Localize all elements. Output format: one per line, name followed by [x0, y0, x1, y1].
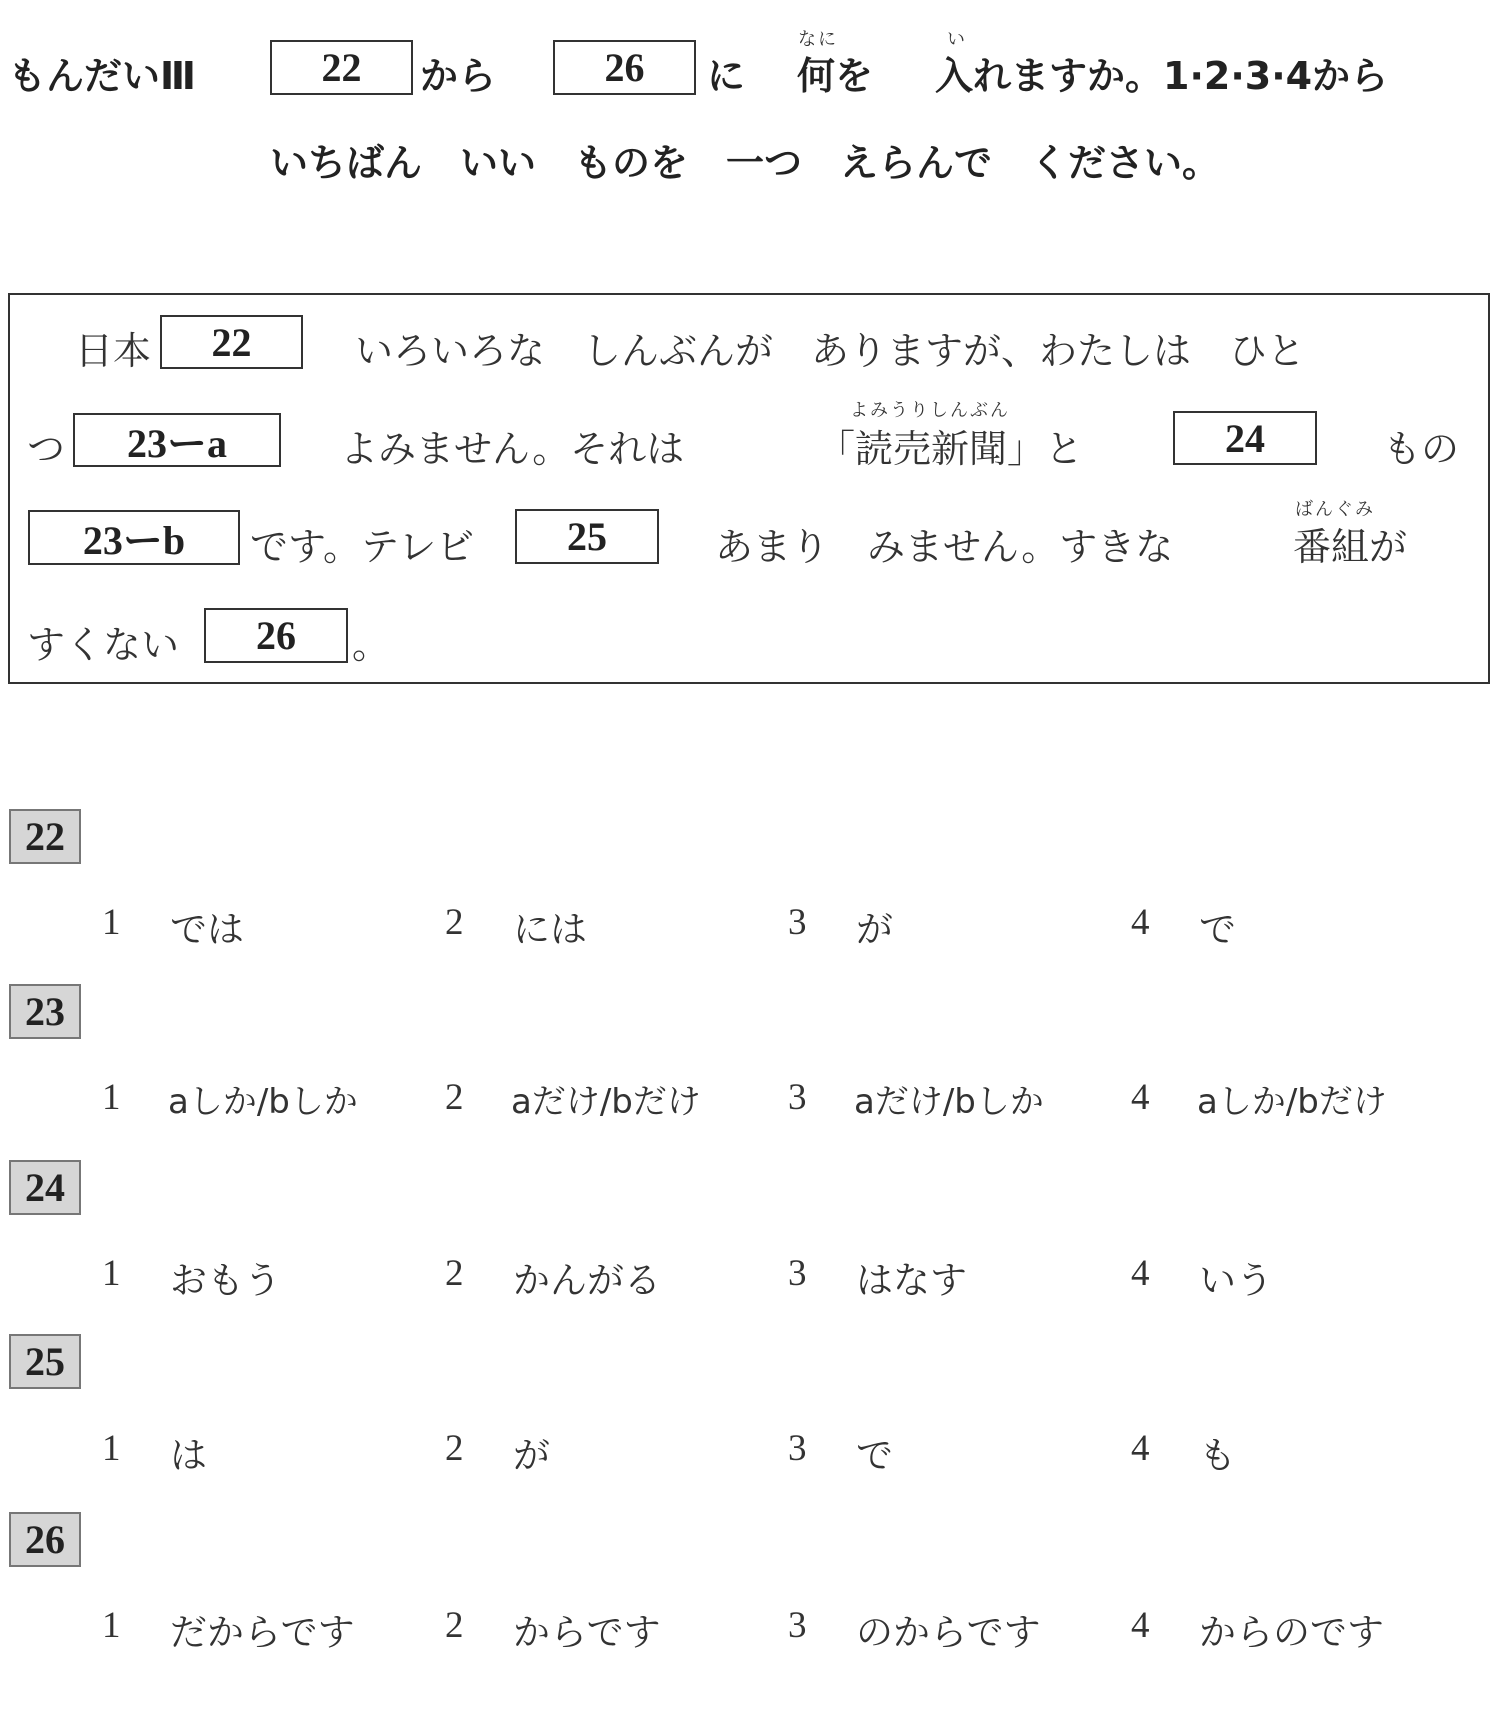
- question-label: 23: [9, 984, 81, 1039]
- option-number: 4: [1131, 1077, 1150, 1118]
- option-number: 2: [445, 1253, 464, 1294]
- instruction-ni: に: [707, 54, 746, 98]
- option-number: 3: [788, 1605, 807, 1646]
- option-text[interactable]: aだけ/bしか: [854, 1082, 1044, 1122]
- option-text[interactable]: からのです: [1199, 1611, 1384, 1654]
- passage-line3-c: 番組が: [1293, 525, 1408, 569]
- option-text[interactable]: aだけ/bだけ: [511, 1082, 701, 1122]
- furigana-nani: なに: [798, 29, 838, 50]
- option-number: 3: [788, 1428, 807, 1469]
- option-number: 4: [1131, 1428, 1150, 1469]
- option-text[interactable]: はなす: [856, 1259, 967, 1302]
- passage-line2-b: よみません。それは: [340, 427, 685, 471]
- question-label: 26: [9, 1512, 81, 1567]
- option-number: 3: [788, 1253, 807, 1294]
- blank-26: 26: [204, 608, 348, 663]
- instruction-blank-start: 22: [270, 40, 413, 95]
- option-text[interactable]: おもう: [170, 1259, 281, 1302]
- option-number: 1: [102, 1077, 121, 1118]
- option-number: 4: [1131, 1605, 1150, 1646]
- option-number: 4: [1131, 1253, 1150, 1294]
- option-text[interactable]: は: [170, 1434, 207, 1477]
- option-number: 4: [1131, 902, 1150, 943]
- option-number: 1: [102, 1253, 121, 1294]
- furigana-bangumi: ばんぐみ: [1295, 499, 1375, 520]
- option-number: 2: [445, 902, 464, 943]
- option-text[interactable]: も: [1199, 1434, 1236, 1477]
- option-number: 2: [445, 1605, 464, 1646]
- blank-24: 24: [1173, 411, 1317, 465]
- option-number: 2: [445, 1428, 464, 1469]
- blank-23b: 23ーb: [28, 510, 240, 565]
- furigana-yomiuri: よみうりしんぶん: [850, 400, 1010, 421]
- option-text[interactable]: が: [856, 908, 893, 951]
- passage-line3-a: です。テレビ: [250, 525, 475, 569]
- passage-line4-a: すくない: [27, 623, 180, 667]
- instruction-kara: から: [420, 54, 497, 98]
- option-number: 1: [102, 1428, 121, 1469]
- option-text[interactable]: いう: [1199, 1259, 1273, 1302]
- option-text[interactable]: aしか/bだけ: [1197, 1082, 1387, 1122]
- option-text[interactable]: からです: [513, 1611, 661, 1654]
- blank-22: 22: [160, 315, 303, 369]
- passage-line4-b: 。: [352, 623, 391, 667]
- passage-line2-c: 「読売新聞」と: [817, 427, 1084, 471]
- option-number: 3: [788, 1077, 807, 1118]
- furigana-i: い: [947, 29, 967, 50]
- option-text[interactable]: では: [170, 908, 244, 951]
- option-text[interactable]: だからです: [170, 1611, 355, 1654]
- passage-line2-a: つ: [27, 427, 66, 471]
- option-number: 3: [788, 902, 807, 943]
- passage-line1-b: いろいろな しんぶんが ありますが、わたしは ひと: [355, 329, 1306, 373]
- option-text[interactable]: のからです: [856, 1611, 1041, 1654]
- blank-25: 25: [515, 509, 659, 564]
- option-text[interactable]: で: [1199, 908, 1236, 951]
- option-text[interactable]: が: [513, 1434, 550, 1477]
- option-text[interactable]: aしか/bしか: [168, 1082, 358, 1122]
- option-number: 1: [102, 902, 121, 943]
- option-text[interactable]: かんがる: [513, 1259, 661, 1302]
- option-text[interactable]: には: [513, 908, 587, 951]
- passage-line2-d: もの: [1383, 427, 1460, 471]
- question-label: 24: [9, 1160, 81, 1215]
- instruction-blank-end: 26: [553, 40, 696, 95]
- problem-heading: もんだいⅢ: [8, 54, 196, 98]
- option-number: 1: [102, 1605, 121, 1646]
- option-text[interactable]: で: [856, 1434, 893, 1477]
- instruction-nani: 何を: [797, 54, 874, 98]
- option-number: 2: [445, 1077, 464, 1118]
- question-label: 22: [9, 809, 81, 864]
- passage-line3-b: あまり みません。すきな: [715, 525, 1174, 569]
- question-label: 25: [9, 1334, 81, 1389]
- instruction-line2: いちばん いい ものを 一つ えらんで ください。: [270, 141, 1221, 185]
- instruction-ire: 入れますか。1·2·3·4から: [935, 54, 1389, 98]
- passage-line1-a: 日本: [75, 329, 152, 373]
- blank-23a: 23ーa: [73, 413, 281, 467]
